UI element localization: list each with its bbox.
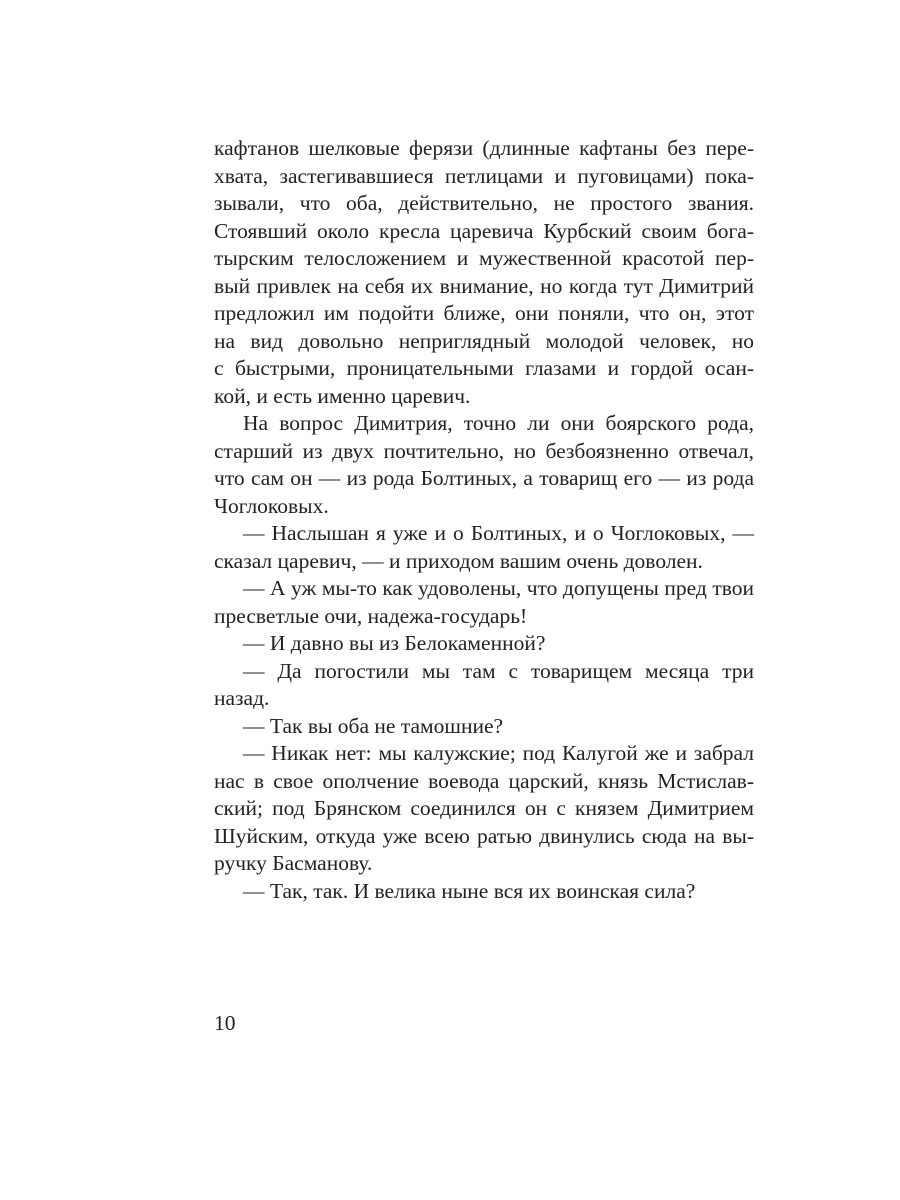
text-line: пресветлые очи, надежа-государь! — [214, 603, 528, 628]
text-line: ский; под Брянском соединился он с князем Димитрием — [214, 796, 754, 820]
text-line: сказал царевич, — и приходом вашим очень доволен. — [214, 548, 703, 573]
text-line: предложил им подойти ближе, они поняли, что он, этот — [214, 301, 754, 325]
text-line: На вопрос Димитрия, точно ли они боярского рода, — [243, 411, 754, 435]
text-line: Чоглоковых. — [214, 493, 329, 518]
text-line: ручку Басманову. — [214, 851, 373, 875]
text-line: Стоявший около кресла царевича Курбский своим бога- — [214, 218, 754, 243]
text-line: хвата, застегивавшиеся петлицами и пуговицами) пока- — [214, 163, 754, 188]
text-line: что сам он — из рода Болтиных, а товарищ его — из рода — [214, 466, 754, 490]
text-line: — Наслышан я уже и о Болтиных, и о Чоглоковых, — — [243, 521, 754, 545]
text-line: зывали, что оба, действительно, не простого звания. — [214, 191, 754, 215]
text-line: — И давно вы из Белокаменной? — [243, 631, 546, 655]
text-line: — А уж мы-то как удоволены, что допущены пред твои — [243, 576, 754, 600]
text-line: тырским телосложением и мужественной красотой пер- — [214, 246, 754, 270]
text-line: старший из двух почтительно, но безбоязненно отвечал, — [214, 438, 754, 463]
text-line: нас в свое ополчение воевода царский, князь Мстислав- — [214, 768, 754, 793]
text-line: кой, и есть именно царевич. — [214, 383, 471, 408]
text-line: — Так, так. И велика ныне вся их воинская сила? — [243, 878, 696, 903]
text-line: — Так вы оба не тамошние? — [243, 713, 504, 738]
page-number: 10 — [214, 1011, 236, 1035]
body-text — [214, 135, 754, 905]
text-line: — Никак нет: мы калужские; под Калугой же и забрал — [243, 741, 754, 765]
text-line: вый привлек на себя их внимание, но когда тут Димитрий — [214, 273, 754, 298]
text-line: назад. — [214, 686, 270, 710]
text-line: Шуйским, откуда уже всею ратью двинулись сюда на вы- — [214, 823, 754, 848]
text-line: кафтанов шелковые ферязи (длинные кафтаны без пере- — [214, 136, 754, 160]
text-line: на вид довольно неприглядный молодой человек, но — [214, 328, 754, 353]
text-line: с быстрыми, проницательными глазами и гордой осан- — [214, 356, 754, 380]
text-line: — Да погостили мы там с товарищем месяца три — [243, 658, 754, 683]
